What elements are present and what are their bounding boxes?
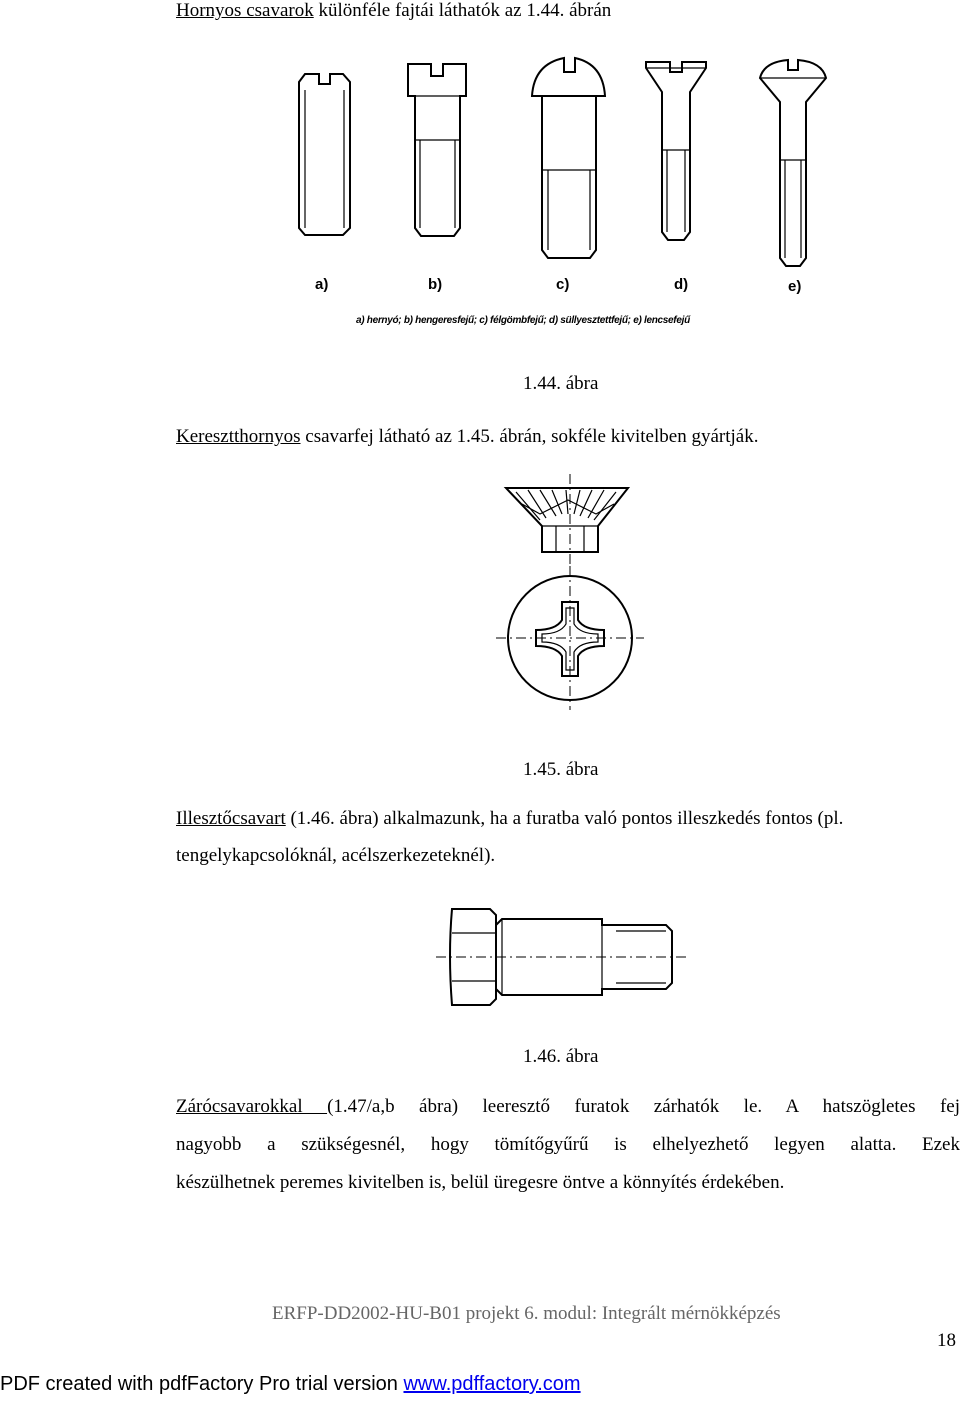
figure-label-d: d) (674, 276, 689, 293)
paragraph-plug-screws-line3: készülhetnek peremes kivitelben is, belül üregesre öntve a könnyítés érdekében. (176, 1172, 785, 1193)
caption-1-45: 1.45. ábra (523, 759, 599, 780)
paragraph-text: különféle fajtái láthatók az 1.44. ábrán (313, 0, 612, 21)
paragraph-text: (1.47/a,b ábra) leeresztő furatok zárhatók le. A hatszögletes fej (327, 1096, 960, 1117)
term-fitted-bolt: Illesztőcsavart (176, 808, 286, 829)
term-slotted-screws: Hornyos csavarok (176, 0, 314, 21)
screw-d-countersunk-head (646, 62, 706, 240)
screw-b-cylinder-head (408, 64, 466, 236)
paragraph-text: csavarfej látható az 1.45. ábrán, sokféle kivitelben gyártják. (300, 426, 759, 447)
screw-c-round-head (532, 58, 605, 258)
page-number: 18 (937, 1330, 956, 1351)
figure-1-46-fitted-bolt (0, 895, 960, 1025)
figure-1-44-slotted-screws (0, 0, 960, 340)
caption-1-46: 1.46. ábra (523, 1046, 599, 1067)
footer-project: ERFP-DD2002-HU-B01 projekt 6. modul: Integrált mérnökképzés (272, 1303, 781, 1324)
figure-label-b: b) (428, 276, 443, 293)
watermark-text: PDF created with pdfFactory Pro trial version (0, 1373, 404, 1395)
paragraph-plug-screws-line2: nagyobb a szükségesnél, hogy tömítőgyűrű is elhelyezhető legyen alatta. Ezek (176, 1134, 960, 1155)
pdffactory-link[interactable]: www.pdffactory.com (403, 1373, 581, 1395)
figure-legend: a) hernyó; b) hengeresfejű; c) félgömbfejű; d) süllyesztettfejű; e) lencsefejű (356, 315, 690, 326)
paragraph-text: (1.46. ábra) alkalmazunk, ha a furatba való pontos illeszkedés fontos (pl. (285, 808, 844, 829)
paragraph-cross-recess (176, 426, 758, 448)
screw-e-oval-head (760, 60, 826, 266)
paragraph-fitted-bolt-line1 (176, 808, 843, 830)
caption-1-44: 1.44. ábra (523, 373, 599, 394)
term-plug-screws: Zárócsavarokkal (176, 1096, 328, 1117)
figure-label-e: e) (788, 278, 802, 295)
paragraph-fitted-bolt-line2: tengelykapcsolóknál, acélszerkezeteknél). (176, 845, 496, 866)
pdf-watermark (0, 1373, 581, 1396)
figure-label-a: a) (315, 276, 329, 293)
figure-1-45-cross-recess-head (0, 470, 960, 790)
paragraph-plug-screws-line1 (176, 1096, 960, 1118)
screw-a-set-screw (299, 74, 350, 235)
figure-label-c: c) (556, 276, 570, 293)
term-cross-recess: Keresztthornyos (176, 426, 301, 447)
